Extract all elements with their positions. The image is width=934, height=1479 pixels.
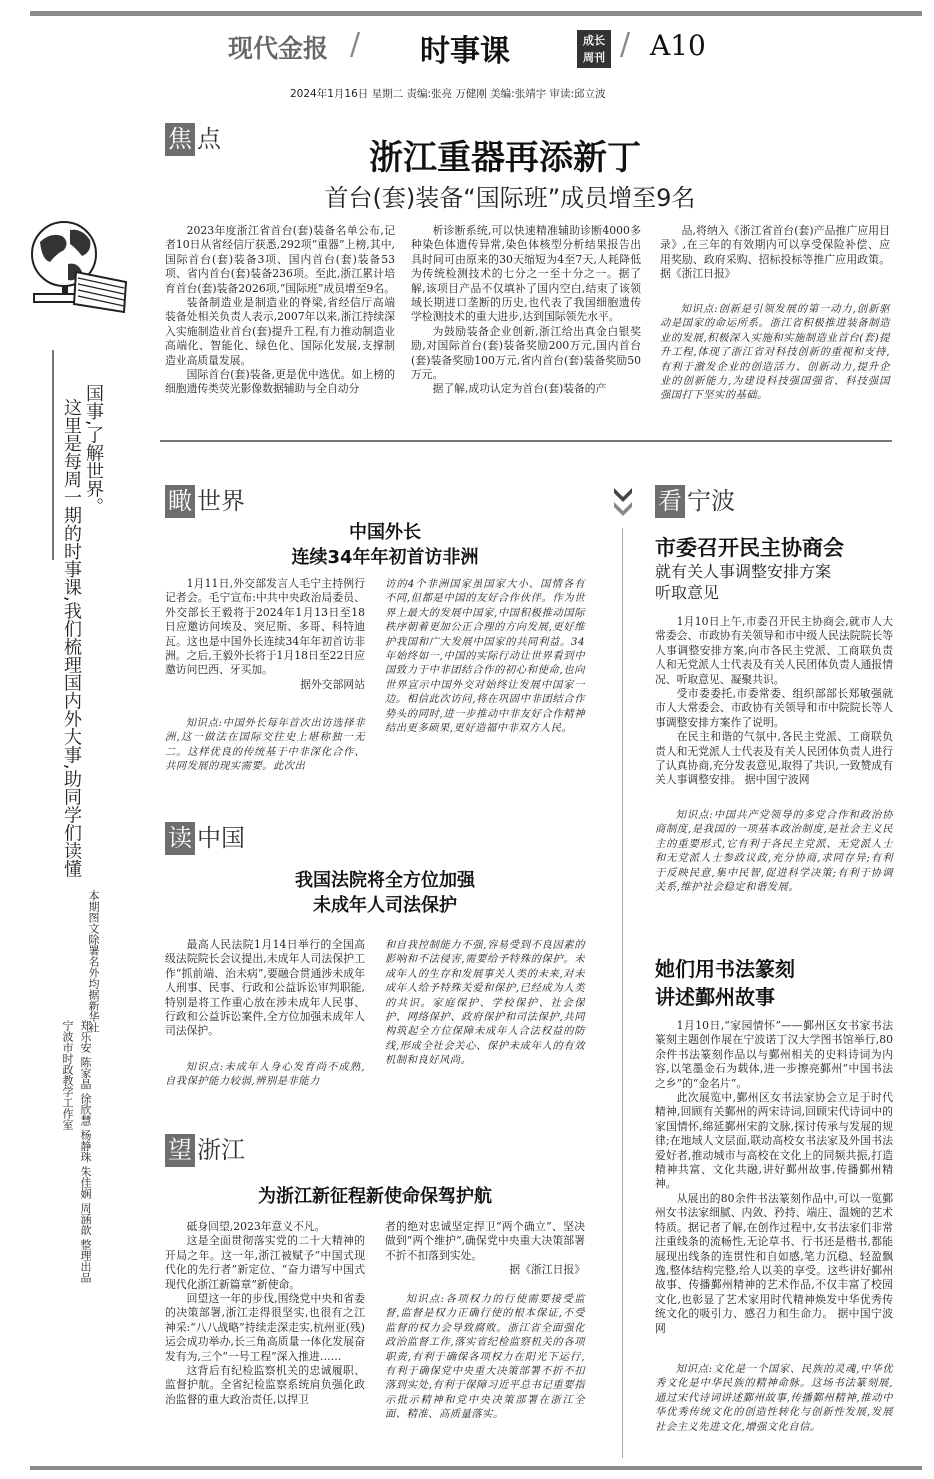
china-headline: 我国法院将全方位加强 未成年人司法保护 bbox=[295, 870, 475, 916]
sidebar-slogan-1: 国事,了解世界。 bbox=[83, 384, 104, 516]
focus-column-2: 析诊断系统,可以快速精准辅助诊断4000多种染色体遗传异常,染色体核型分析结果报告出具时间可由原来的30天缩短为4至7天,人耗降低为传统检测技术的七分之一至十分之一。据了解,该项目产品不仅填补了国内空白,结束了该领域长期进口垄断的历史,也代表了我国细胞遗传学检测技术的重大进步,达到国际领先水平。 为鼓励装备企业创新,浙江给出真金白银奖励,对国际首台(套)装备奖励200万元,国内首台(套)装备奖励100万元,省内首台(套)装备奖励50万元。 据了解,成功认定为首台(套)装备的产 bbox=[411, 224, 641, 396]
world-column-1: 1月11日,外交部发言人毛宁主持例行记者会。毛宁宣布:中共中央政治局委员、外交部长王毅将于2024年1月13日至18日应邀访问埃及、突尼斯、多哥、科特迪瓦。这也是中国外长连续34年年初首访非洲。之后,王毅外长将于1月18日至22日应邀访问巴西、牙买加。 据外交部网站 bbox=[165, 577, 365, 691]
china-knowledge-note-cont: 和自我控制能力不强,容易受到不良因素的影响和不法侵害,需要给予特殊的保护。未成年人的生存和发展事关人类的未来,对未成年人给予特殊关爱和保护,已经成为人类的共识。家庭保护、学校保护、社会保护、网络保护、政府保护和司法保护,共同构筑起全方位保障未成年人合法权益的防线,形成全社会关心、保护未成年人的有效机制和良好风尚。 bbox=[385, 939, 585, 1067]
badge-line: 成长 bbox=[583, 34, 605, 47]
world-source: 据外交部网站 bbox=[300, 677, 365, 691]
dateline: 2024年1月16日 星期二 责编:张亮 万健刚 美编:张靖宇 审读:邱立波 bbox=[290, 88, 606, 100]
world-section-tag: 瞰 世界 bbox=[165, 485, 245, 518]
sidebar-rule bbox=[52, 350, 54, 560]
zhejiang-headline: 为浙江新征程新使命保驾护航 bbox=[258, 1186, 492, 1207]
weekly-badge bbox=[577, 30, 611, 68]
focus-column-3: 品,将纳入《浙江省首台(套)产品推广应用目录》,在三年的有效期内可以享受保险补偿、应用奖励、政府采购、招标投标等推广应用政策。 据《浙江日报》 bbox=[660, 224, 890, 281]
focus-section-tag: 焦 点 bbox=[165, 123, 221, 156]
paper-name: 现代金报 bbox=[228, 34, 329, 63]
ningbo-article1-headline: 市委召开民主协商会 bbox=[655, 536, 844, 560]
focus-subheadline: 首台(套)装备“国际班”成员增至9名 bbox=[324, 184, 696, 212]
focus-column-1: 2023年度浙江省首台(套)装备名单公布,记者10日从省经信厅获悉,292项“重器”上榜,其中,国际首台(套)装备3项、国内首台(套)装备53项、省内首台(套)装备236项。至此,浙江累计培育首台(套)装备2026项,“国际班”成员增至9名。 装备制造业是制造业的脊梁,省经信厅高端装备处相关负责人表示,2007年以来,浙江持续深入实施制造业首台(套)提升工程,有力推动制造业高端化、智能化、绿色化、国际化发展,支撑制造业高质量发展。 国际首台(套)装备,更是优中选优。如上榜的细胞遗传类荧光影像数据辅助与全自动分 bbox=[165, 224, 395, 396]
focus-headline: 浙江重器再添新丁 bbox=[369, 138, 641, 178]
ningbo-article2-knowledge-note: 知识点:文化是一个国家、民族的灵魂,中华优秀文化是中华民族的精神命脉。这场书法篆刻展,通过宋代诗词讲述鄞州故事,传播鄞州精神,推动中华优秀传统文化的创造性转化与创新性发展,发展社会主义先进文化,增强文化自信。 bbox=[655, 1363, 893, 1433]
china-knowledge-note: 知识点:未成年人身心发育尚不成熟,自我保护能力较弱,辨别是非能力 bbox=[165, 1061, 365, 1088]
ningbo-article1-body: 1月10日上午,市委召开民主协商会,就市人大常委会、市政协有关领导和市中级人民法院院长等人事调整安排方案,向市各民主党派、工商联负责人和无党派人士代表及有关人民团体负责人通报情况、听取意见、凝聚共识。 受市委委托,市委常委、组织部部长郑敏强就市人大常委会、市政协有关领导和市中院院长等人事调整安排方案作了说明。 在民主和谐的气氛中,各民主党派、工商联负责人和无党派人士代表及有关人民团体负责人进行了认真协商,充分发表意见,取得了共识,一致赞成有关人事调整安排。 据中国宁波网 bbox=[655, 615, 893, 787]
sidebar-source-note: 本期图文除署名外均据新华社 bbox=[87, 890, 100, 1033]
column-separator bbox=[622, 528, 623, 1458]
ningbo-article1-subheadline: 就有关人事调整安排方案 听取意见 bbox=[655, 562, 832, 602]
ningbo-article2-headline: 她们用书法篆刻 讲述鄞州故事 bbox=[655, 957, 795, 1009]
globe-books-illustration bbox=[20, 212, 132, 324]
section-title: 时事课 bbox=[420, 34, 510, 69]
bottom-rule bbox=[30, 1466, 922, 1470]
page-number: A10 bbox=[650, 29, 706, 62]
world-knowledge-note: 知识点:中国外长每年首次出访选择非洲,这一做法在国际交往史上堪称独一无二。这样优良的传统基于中非深化合作、共同发展的现实需要。此次出 bbox=[165, 717, 365, 773]
china-column-1: 最高人民法院1月14日举行的全国高级法院院长会议提出,未成年人司法保护工作“抓前端、治未病”,要融合贯通涉未成年人刑事、民事、行政和公益诉讼审判职能,特别是将工作重心放在涉未成年人民事、行政和公益诉讼案件,全方位加强未成年人司法保护。 bbox=[165, 938, 365, 1038]
chevron-down-icon bbox=[612, 484, 634, 524]
focus-knowledge-note: 知识点:创新是引领发展的第一动力,创新驱动是国家的命运所系。浙江省积极推进装备制造业的发展,积极深入实施和实施制造业首台(套)提升工程,体现了浙江省对科技创新的重视和支持,有利于激发企业的创造活力、创新动力,提升企业的创新能力,为建设科技强国强省、科技强国强国打下坚实的基础。 bbox=[660, 303, 890, 402]
ningbo-article1-knowledge-note: 知识点:中国共产党领导的多党合作和政治协商制度,是我国的一项基本政治制度,是社会主义民主的重要形式,它有利于各民主党派、无党派人士和无党派人士参政议政,充分协商,求同存异;有利于反映民意,集中民智,促进科学决策;有利于协调关系,维护社会稳定和谐发展。 bbox=[655, 809, 893, 894]
top-rule bbox=[30, 11, 922, 16]
sidebar-slogan-2: 这里是每周一期的时事课,我们梳理国内外大事,助同学们读懂 bbox=[61, 398, 82, 878]
ningbo-article2-body: 1月10日,“家园情怀”——鄞州区女书家书法篆刻主题创作展在宁波诺丁汉大学图书馆举行,80余件书法篆刻作品以与鄞州相关的史料诗词为内容,以笔墨金石为载体,进一步擦亮鄞州“中国书法之乡”的“金名片”。 此次展览中,鄞州区女书法家协会立足于时代精神,回顾有关鄞州的两宋诗词,回顾宋代诗词中的家国情怀,绵延鄞州宋韵文脉,探讨传承与发展的规律;在地域人文层面,联动高校女书法家及外国书法爱好者,推动城市与高校在文化上的同频共振,打造精神共富、文化共融,讲好鄞州故事,传播鄞州精神。 从展出的80余件书法篆刻作品中,可以一览鄞州女书法家细腻、内敛、矜持、端庄、温婉的艺术特质。据记者了解,在创作过程中,女书法家们非常注重线条的流畅性,无论草书、行书还是楷书,都能展现出线条的连贯性和自如感,笔力沉稳、轻盈飘逸,整体结构完整,给人以美的享受。这些讲好鄞州故事、传播鄞州精神的艺术作品,不仅丰富了校园文化,也彰显了艺术家用时代精神焕发中华优秀传统文化的吸引力、感召力和生命力。 据中国宁波网 bbox=[655, 1019, 893, 1335]
china-section-tag: 读 中国 bbox=[165, 822, 245, 855]
masthead-divider: / bbox=[620, 27, 631, 62]
sidebar-credits-names: 郑乐安 陈家晶 徐欣慧 杨静珠 朱佳娴 周涵歆 整理出品 bbox=[79, 1020, 92, 1283]
masthead-divider: / bbox=[350, 27, 361, 62]
focus-divider bbox=[160, 440, 892, 442]
zhejiang-knowledge-note: 知识点:各项权力的行使需要接受监督,监督是权力正确行使的根本保证,不受监督的权力会导致腐败。浙江省全面强化政治监督工作,落实省纪检监察机关的各项职责,有利于确保各项权力在阳光下运行,有利于确保党中央重大决策部署不折不扣落到实处,有利于保障习近平总书记重要指示批示精神和党中央决策部署在浙江全面、精准、高质量落实。 bbox=[385, 1293, 585, 1421]
world-knowledge-note-cont: 访的4个非洲国家虽国家大小、国情各有不同,但都是中国的友好合作伙伴。作为世界上最大的发展中国家,中国积极推动国际秩序朝着更加公正合理的方向发展,更好维护我国和广大发展中国家的共同利益。34年始终如一,中国的实际行动让世界看到中国致力于中非团结合作的初心和使命,也向世界宣示中国外交对始终让发展中国家一边。相信此次访问,将在巩固中非团结合作势头的同时,进一步推动中非友好合作精神结出更多硕果,更好造福中非双方人民。 bbox=[385, 578, 585, 735]
zhejiang-section-tag: 望 浙江 bbox=[165, 1134, 245, 1167]
zhejiang-column-2: 者的绝对忠诚坚定捍卫“两个确立”、坚决做到“两个维护”,确保党中央重大决策部署不折不扣落到实处。 据《浙江日报》 bbox=[385, 1220, 585, 1277]
zhejiang-column-1: 砥身回望,2023年意义不凡。 这是全面贯彻落实党的二十大精神的开局之年。这一年,浙江被赋予“中国式现代化的先行者”新定位、“奋力谱写中国式现代化浙江新篇章”新使命。 回望这一年的步伐,围绕党中央和省委的决策部署,浙江走得很坚实,也很有之江神采:“八八战略”持续走深走实,杭州亚(残)运会成功举办,长三角高质量一体化发展奋发有为,三个“一号工程”深入推进…… 这背后有纪检监察机关的忠诚履职、监督护航。全省纪检监察系统肩负强化政治监督的重大政治责任,以捍卫 bbox=[165, 1220, 365, 1406]
zhejiang-source: 据《浙江日报》 bbox=[509, 1263, 585, 1277]
ningbo-section-tag: 看 宁波 bbox=[655, 485, 735, 518]
sidebar-credits-org: 宁波市时政教学工作室 bbox=[61, 1020, 74, 1130]
badge-line: 周刊 bbox=[583, 51, 605, 64]
world-headline: 中国外长 连续34年年初首访非洲 bbox=[291, 522, 479, 568]
